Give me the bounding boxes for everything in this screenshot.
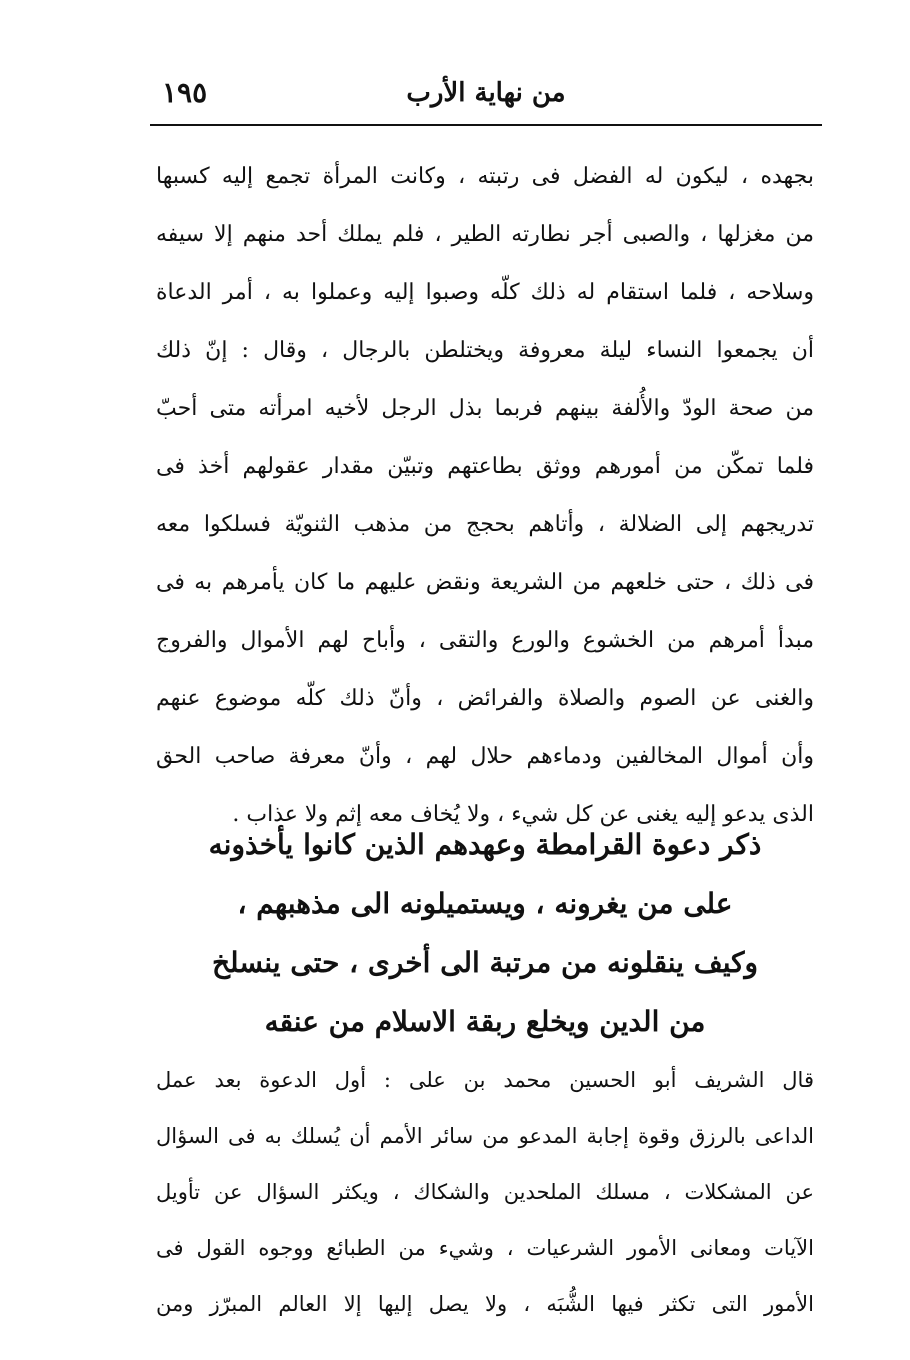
text-line: الذى يدعو إليه يغنى عن كل شيء ، ولا يُخاف معه إثم ولا عذاب . xyxy=(232,802,814,827)
text-line: فى ذلك ، حتى خلعهم من الشريعة ونقض عليهم ما كان يأمرهم به فى xyxy=(156,570,814,595)
section-heading xyxy=(190,815,780,1051)
text-line: فلما تمكّن من أمورهم ووثق بطاعتهم وتبيّن مقدار عقولهم أخذ فى xyxy=(156,454,814,479)
heading-line: من الدين ويخلع ربقة الاسلام من عنقه xyxy=(264,1005,706,1038)
running-title: من نهاية الأرب xyxy=(406,78,566,108)
text-line: بجهده ، ليكون له الفضل فى رتبته ، وكانت المرأة تجمع إليه كسبها xyxy=(156,164,814,189)
heading-line: على من يغرونه ، ويستميلونه الى مذهبهم ، xyxy=(237,887,733,920)
paragraph-1 xyxy=(156,148,814,844)
text-line: أن يجمعوا النساء ليلة معروفة ويختلطن بالرجال ، وقال : إنّ ذلك xyxy=(156,338,814,363)
paragraph-2 xyxy=(156,1052,814,1332)
heading-line: وكيف ينقلونه من مرتبة الى أخرى ، حتى ينسلخ xyxy=(211,946,759,979)
text-line: تدريجهم إلى الضلالة ، وأتاهم بحجج من مذهب الثنويّة فسلكوا معه xyxy=(156,512,814,537)
text-line: وسلاحه ، فلما استقام له ذلك كلّه وصبوا إليه وعملوا به ، أمر الدعاة xyxy=(156,280,814,305)
heading-line: ذكر دعوة القرامطة وعهدهم الذين كانوا يأخذونه xyxy=(208,828,762,861)
page-header xyxy=(150,70,822,120)
text-line: والغنى عن الصوم والصلاة والفرائض ، وأنّ ذلك كلّه موضوع عنهم xyxy=(156,686,814,711)
text-line: من صحة الودّ والأُلفة بينهم فربما بذل الرجل لأخيه امرأته متى أحبّ xyxy=(156,396,814,421)
text-line: الداعى بالرزق وقوة إجابة المدعو من سائر الأمم أن يُسلك به فى السؤال xyxy=(156,1124,814,1148)
text-line: مبدأ أمرهم من الخشوع والورع والتقى ، وأباح لهم الأموال والفروج xyxy=(156,628,814,653)
text-line: قال الشريف أبو الحسين محمد بن على : أول الدعوة بعد عمل xyxy=(156,1068,814,1092)
text-line: من مغزلها ، والصبى أجر نطارته الطير ، فلم يملك أحد منهم إلا سيفه xyxy=(156,222,814,247)
text-line: الآيات ومعانى الأمور الشرعيات ، وشيء من الطبائع ووجوه القول فى xyxy=(156,1236,814,1260)
page-number: ١٩٥ xyxy=(162,76,208,109)
header-rule xyxy=(150,124,822,126)
text-line: عن المشكلات ، مسلك الملحدين والشكاك ، ويكثر السؤال عن تأويل xyxy=(156,1180,814,1204)
text-line: الأمور التى تكثر فيها الشُّبَه ، ولا يصل إليها إلا العالم المبرّز ومن xyxy=(156,1292,814,1316)
text-line: وأن أموال المخالفين ودماءهم حلال لهم ، وأنّ معرفة صاحب الحق xyxy=(156,744,814,769)
